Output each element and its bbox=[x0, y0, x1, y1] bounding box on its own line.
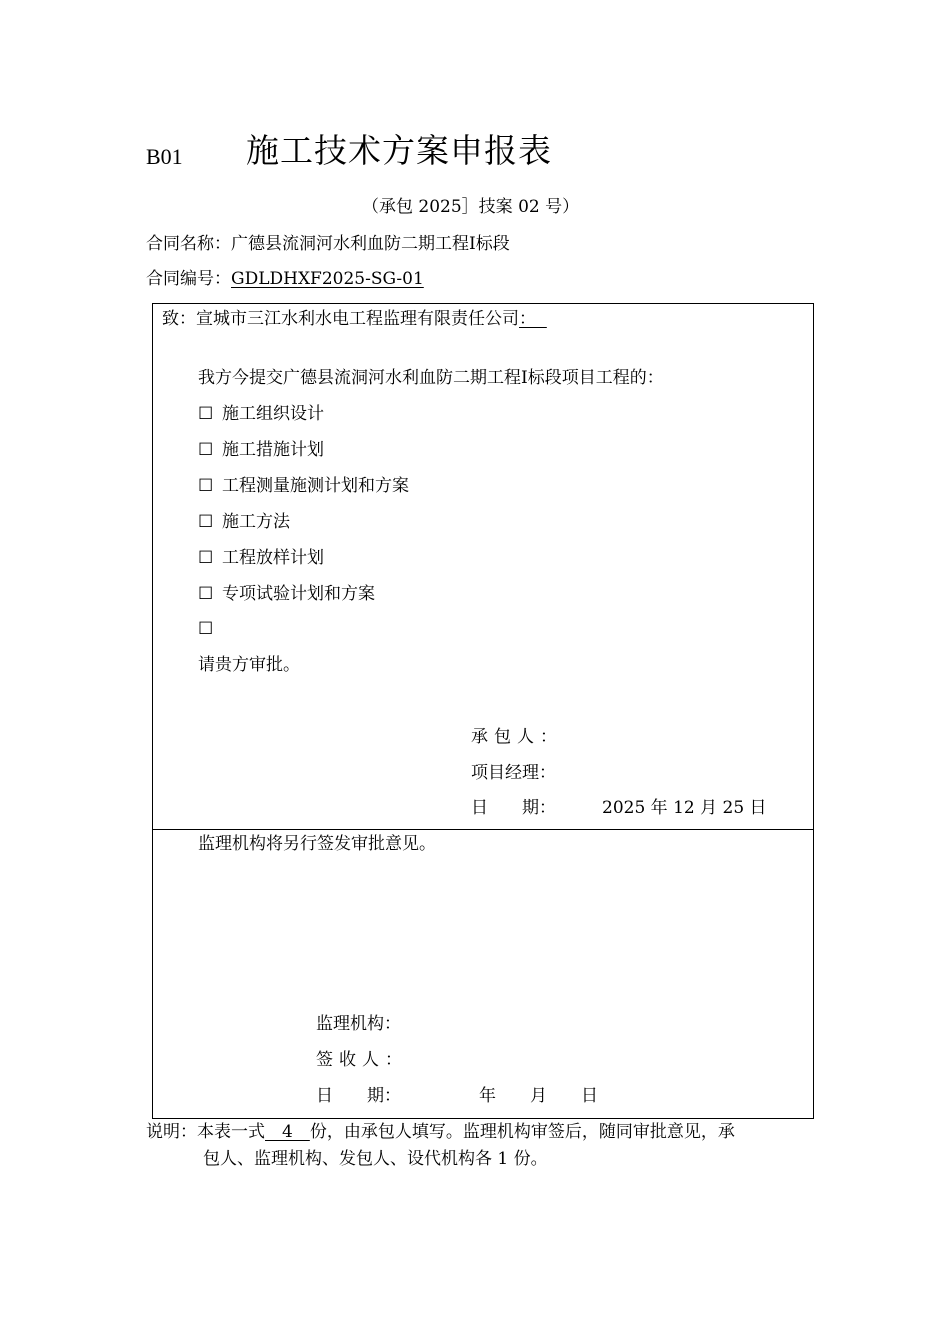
addressee-name: 宣城市三江水利水电工程监理有限责任公司 bbox=[196, 309, 519, 329]
contractor-label: 承包人： bbox=[471, 727, 563, 747]
contract-name-row bbox=[146, 236, 510, 253]
checklist-item-label: 施工措施计划 bbox=[222, 440, 324, 460]
checkbox-icon[interactable]: ☐ bbox=[198, 476, 214, 496]
supervision-date-label: 日 期： bbox=[316, 1086, 401, 1106]
addressee-underline bbox=[536, 309, 547, 329]
checkbox-icon[interactable]: ☐ bbox=[198, 404, 214, 424]
checklist-item[interactable] bbox=[198, 586, 375, 603]
addressee-prefix: 致： bbox=[162, 309, 196, 329]
receiver-label: 签收人： bbox=[316, 1050, 408, 1070]
checklist-item-label: 工程测量施测计划和方案 bbox=[222, 476, 409, 496]
form-box bbox=[152, 303, 814, 1119]
checklist-item[interactable] bbox=[198, 406, 324, 423]
contract-no-row bbox=[146, 271, 424, 288]
contract-name-value: 广德县流洞河水利血防二期工程Ⅰ标段 bbox=[231, 234, 510, 254]
document-number: （承包 2025］技案 02 号） bbox=[362, 197, 580, 217]
submission-date-label: 日 期： bbox=[471, 798, 556, 818]
contract-no-label: 合同编号： bbox=[146, 269, 231, 289]
footer-note-line1 bbox=[146, 1124, 735, 1141]
footer-note-prefix: 说明：本表一式 bbox=[146, 1122, 265, 1142]
checklist-item[interactable] bbox=[198, 550, 324, 567]
checklist-item-label: 专项试验计划和方案 bbox=[222, 584, 375, 604]
checkbox-icon[interactable]: ☐ bbox=[198, 440, 214, 460]
checkbox-icon[interactable]: ☐ bbox=[198, 512, 214, 532]
project-manager-label: 项目经理： bbox=[471, 763, 556, 783]
copies-count: 4 bbox=[265, 1122, 310, 1142]
checklist-item[interactable] bbox=[198, 621, 222, 638]
checklist-item[interactable] bbox=[198, 478, 409, 495]
page-title: 施工技术方案申报表 bbox=[246, 131, 552, 170]
supervision-date-blank: 年 月 日 bbox=[479, 1086, 598, 1106]
checkbox-icon[interactable]: ☐ bbox=[198, 584, 214, 604]
checklist-item[interactable] bbox=[198, 514, 290, 531]
footer-note-line2: 包人、监理机构、发包人、设代机构各 1 份。 bbox=[203, 1149, 548, 1169]
checklist-item-label: 工程放样计划 bbox=[222, 548, 324, 568]
supervision-org-label: 监理机构： bbox=[316, 1014, 401, 1034]
checklist-item-label: 施工方法 bbox=[222, 512, 290, 532]
addressee-row bbox=[162, 311, 547, 328]
checklist-item[interactable] bbox=[198, 442, 324, 459]
section-divider bbox=[152, 829, 814, 830]
submission-intro: 我方今提交广德县流洞河水利血防二期工程Ⅰ标段项目工程的： bbox=[198, 368, 664, 388]
request-text: 请贵方审批。 bbox=[198, 655, 300, 675]
footer-note-rest: 份，由承包人填写。监理机构审签后，随同审批意见，承 bbox=[309, 1122, 735, 1142]
supervision-note: 监理机构将另行签发审批意见。 bbox=[198, 834, 436, 854]
submission-date-value: 2025 年 12 月 25 日 bbox=[602, 798, 767, 818]
contract-name-label: 合同名称： bbox=[146, 234, 231, 254]
checkbox-icon[interactable]: ☐ bbox=[198, 619, 214, 639]
checkbox-icon[interactable]: ☐ bbox=[198, 548, 214, 568]
contract-no-value: GDLDHXF2025-SG-01 bbox=[231, 269, 424, 289]
checklist-item-label: 施工组织设计 bbox=[222, 404, 324, 424]
addressee-suffix: ： bbox=[519, 309, 536, 329]
form-code: B01 bbox=[146, 144, 183, 169]
